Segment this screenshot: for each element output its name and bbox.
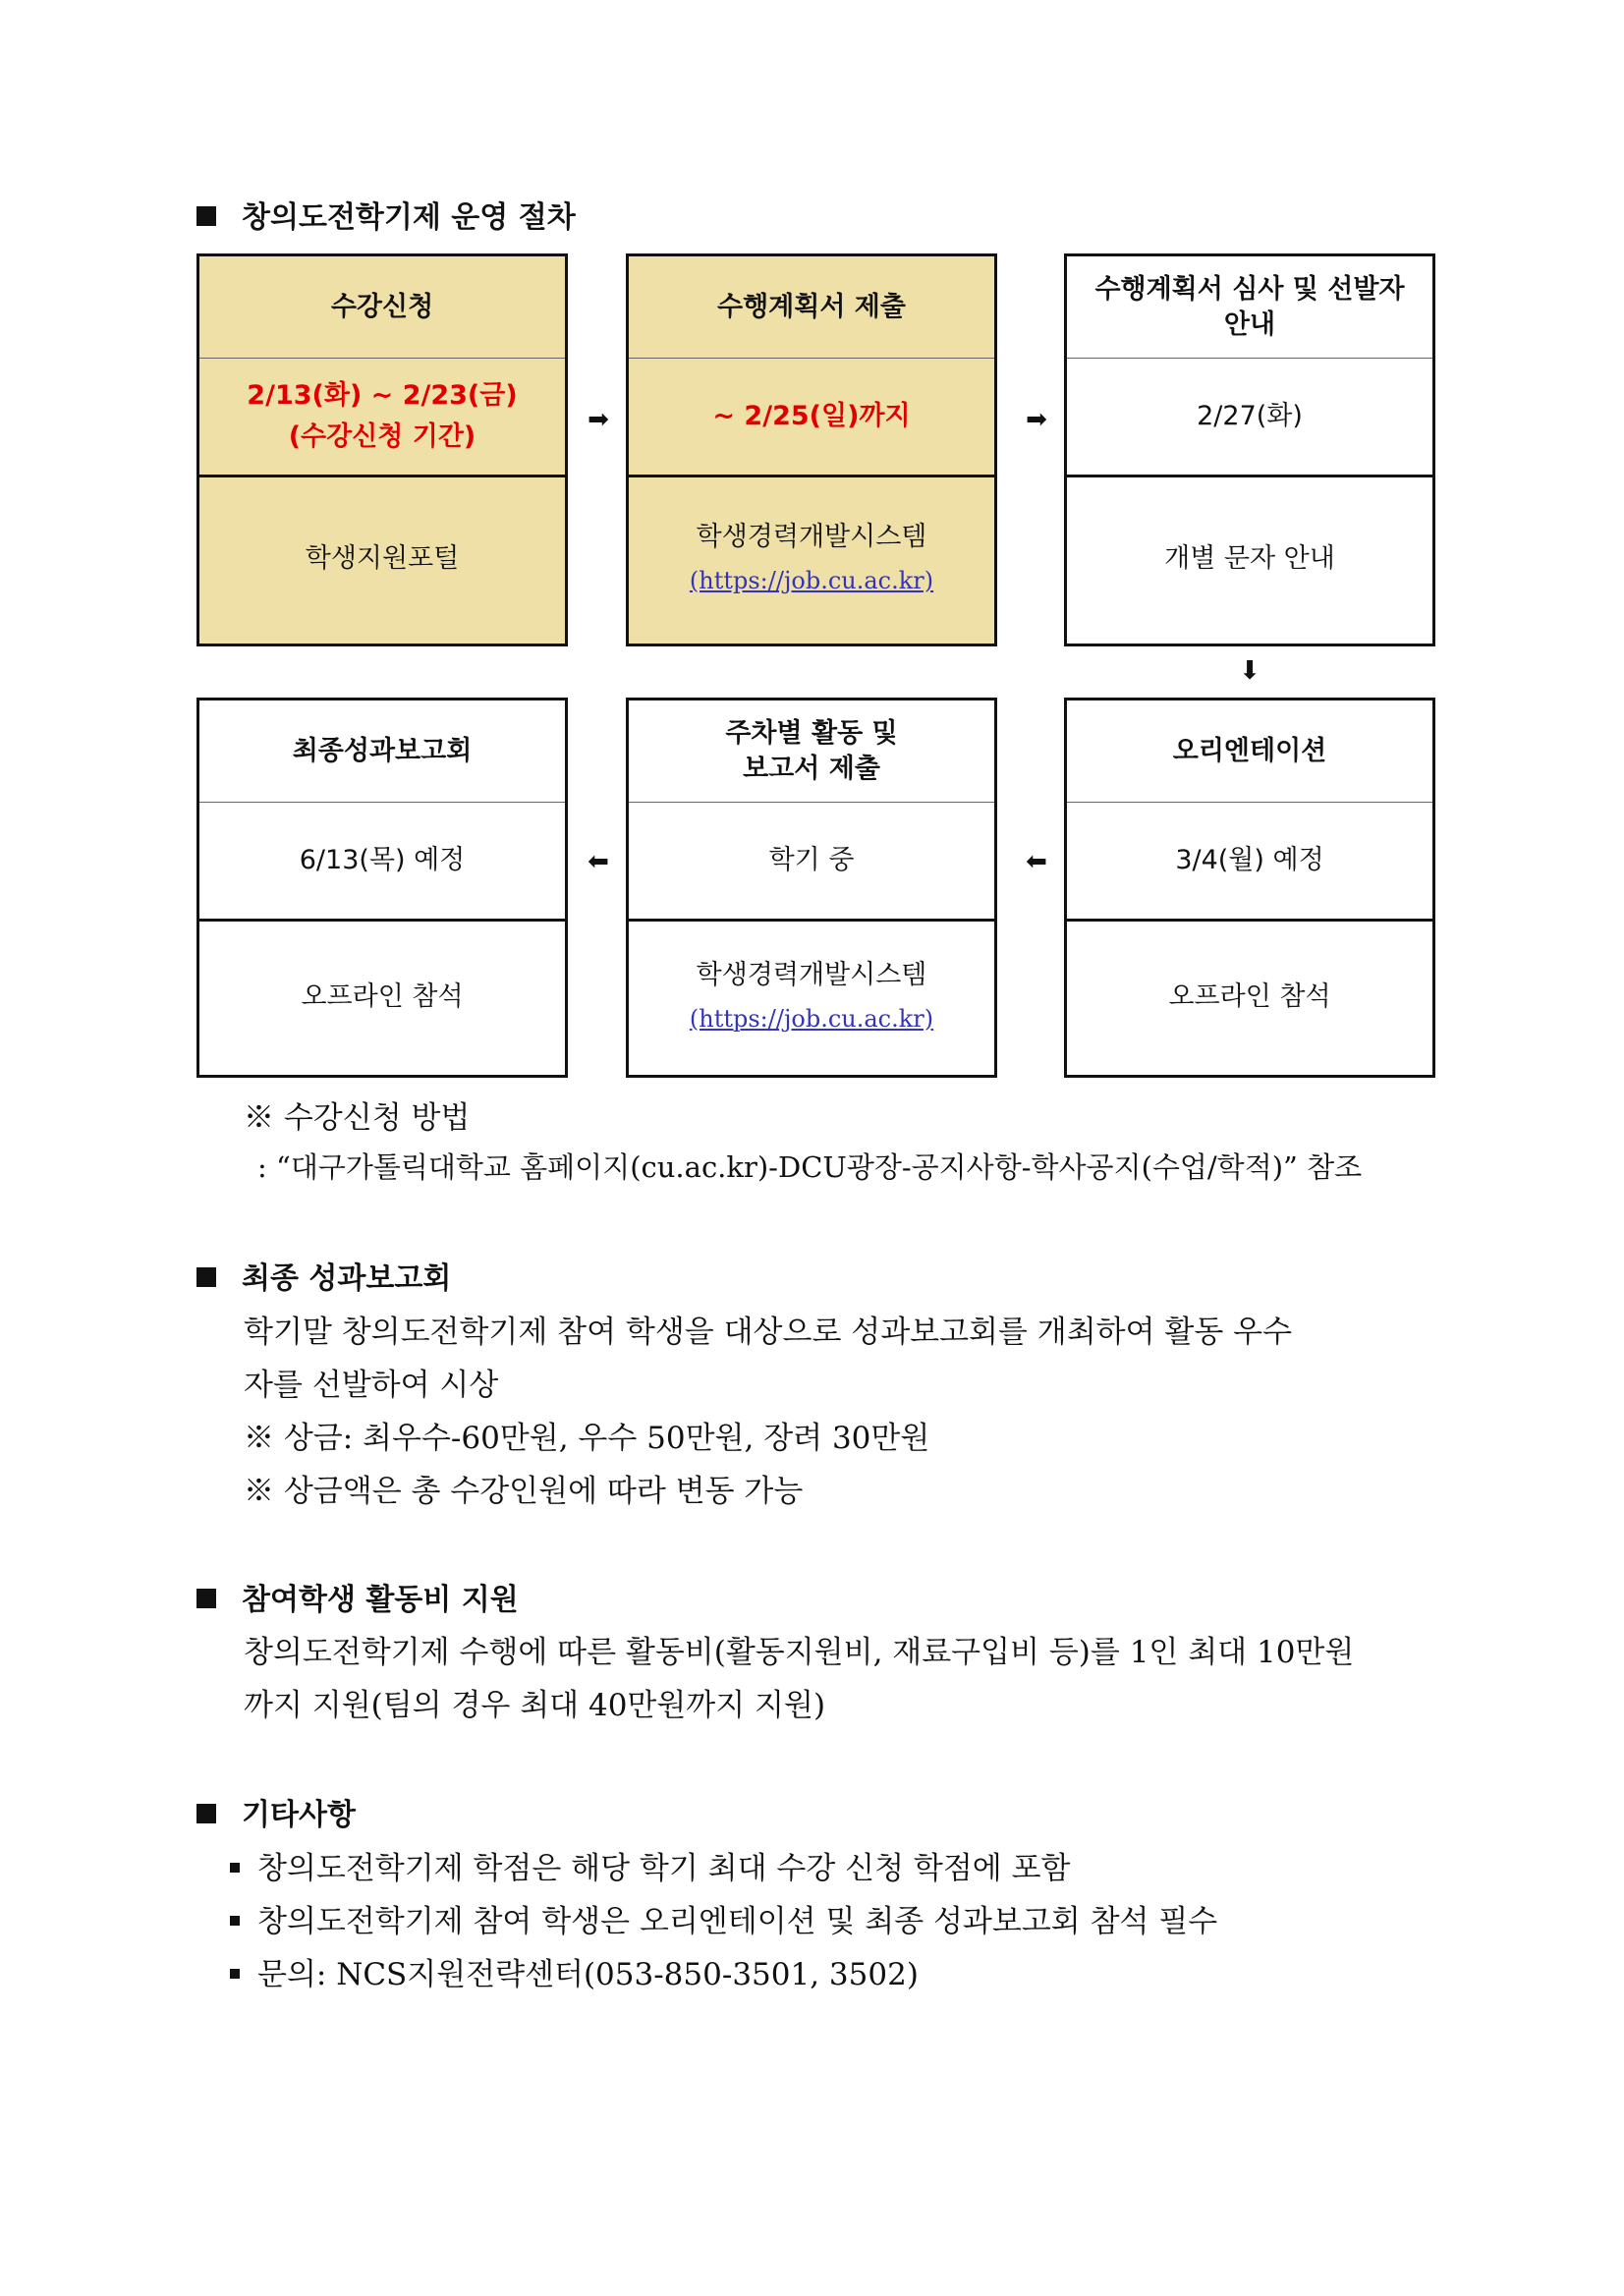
etc-item: 창의도전학기제 참여 학생은 오리엔테이션 및 최종 성과보고회 참석 필수 [230, 1896, 1217, 1940]
square-bullet-icon [196, 1267, 216, 1287]
flow-step-plan-submission [626, 253, 997, 646]
step-title: 주차별 활동 및 보고서 제출 [629, 700, 994, 803]
section-title-etc: 기타사항 [196, 1790, 356, 1833]
arrow-right-icon: ➡ [588, 405, 609, 434]
step-title: 수행계획서 제출 [629, 256, 994, 359]
job-system-link[interactable]: (https://job.cu.ac.kr) [689, 567, 934, 594]
final-report-text-1: 학기말 창의도전학기제 참여 학생을 대상으로 성과보고회를 개최하여 활동 우수 [244, 1315, 1293, 1350]
enroll-note-title: ※ 수강신청 방법 [244, 1100, 471, 1136]
section-title-procedure: 창의도전학기제 운영 절차 [196, 193, 576, 236]
step-date: ~ 2/25(일)까지 [629, 359, 994, 477]
prize-change-note: ※ 상금액은 총 수강인원에 따라 변동 가능 [244, 1474, 804, 1509]
activity-support-text-2: 까지 지원(팀의 경우 최대 40만원까지 지원) [244, 1688, 826, 1723]
step-date: 6/13(목) 예정 [199, 803, 565, 922]
step-date: 2/27(화) [1067, 359, 1432, 477]
arrow-left-icon: ⬅ [1026, 847, 1047, 876]
square-bullet-icon [196, 1589, 216, 1608]
arrow-left-icon: ⬅ [588, 847, 609, 876]
section-title-final-report: 최종 성과보고회 [196, 1254, 451, 1297]
step-date: 3/4(월) 예정 [1067, 803, 1432, 922]
flow-step-final-report [196, 698, 568, 1078]
arrow-down-icon: ⬇ [1239, 656, 1260, 686]
job-system-link[interactable]: (https://job.cu.ac.kr) [689, 1004, 934, 1033]
step-title: 최종성과보고회 [199, 700, 565, 803]
step-date: 학기 중 [629, 803, 994, 922]
small-square-bullet-icon [230, 1863, 240, 1873]
step-title: 수강신청 [199, 256, 565, 359]
step-place: 학생지원포털 [305, 543, 460, 574]
step-place: 개별 문자 안내 [1164, 543, 1335, 574]
step-title: 오리엔테이션 [1067, 700, 1432, 803]
flow-step-enrollment [196, 253, 568, 646]
step-place: 학생경력개발시스템 (https://job.cu.ac.kr) [629, 922, 994, 1072]
step-place: 학생경력개발시스템 (https://job.cu.ac.kr) [629, 477, 994, 641]
square-bullet-icon [196, 206, 216, 226]
etc-item: 창의도전학기제 학점은 해당 학기 최대 수강 신청 학점에 포함 [230, 1843, 1070, 1887]
small-square-bullet-icon [230, 1969, 240, 1979]
step-place: 오프라인 참석 [301, 980, 464, 1012]
prize-note: ※ 상금: 최우수-60만원, 우수 50만원, 장려 30만원 [244, 1421, 930, 1456]
step-date: 2/13(화) ~ 2/23(금) (수강신청 기간) [199, 359, 565, 477]
small-square-bullet-icon [230, 1916, 240, 1926]
etc-item-contact: 문의: NCS지원전략센터(053-850-3501, 3502) [230, 1949, 919, 1993]
square-bullet-icon [196, 1804, 216, 1823]
flow-step-orientation [1064, 698, 1435, 1078]
flow-step-selection-notice [1064, 253, 1435, 646]
flow-step-weekly-report [626, 698, 997, 1078]
section-title-activity-support: 참여학생 활동비 지원 [196, 1575, 519, 1618]
enroll-note-detail: : “대구가톨릭대학교 홈페이지(cu.ac.kr)-DCU광장-공지사항-학사공지(수업/학적)” 참조 [257, 1150, 1363, 1184]
arrow-right-icon: ➡ [1026, 405, 1047, 434]
final-report-text-2: 자를 선발하여 시상 [244, 1368, 499, 1403]
step-title: 수행계획서 심사 및 선발자 안내 [1067, 256, 1432, 359]
step-place: 오프라인 참석 [1168, 980, 1331, 1012]
activity-support-text-1: 창의도전학기제 수행에 따른 활동비(활동지원비, 재료구입비 등)를 1인 최대 10만원 [244, 1635, 1355, 1670]
